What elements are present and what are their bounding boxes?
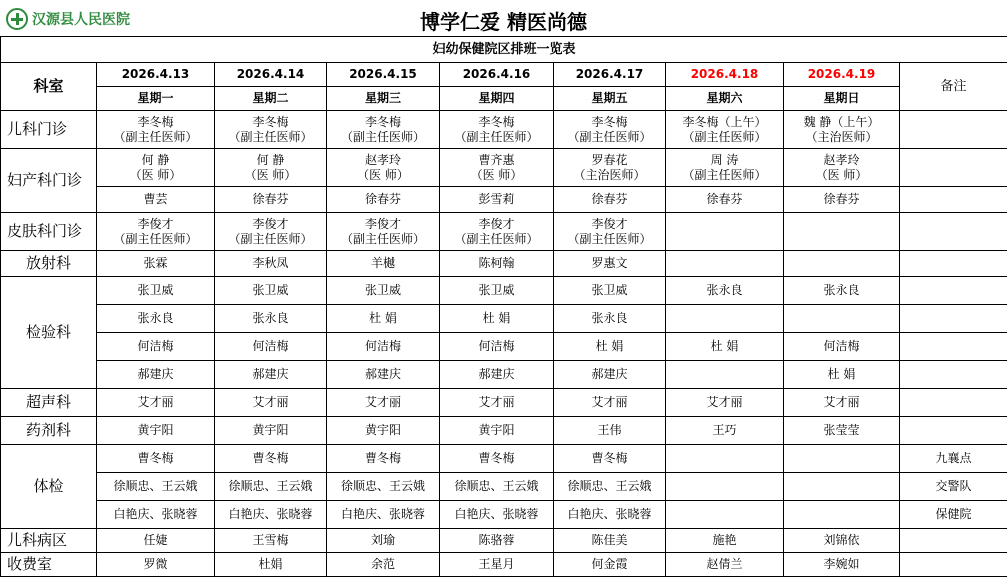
note-cell <box>900 529 1007 553</box>
duty-cell: 黄宇阳 <box>327 417 440 445</box>
duty-cell: 杜 娟 <box>554 333 666 361</box>
duty-cell: 何洁梅 <box>784 333 900 361</box>
weekday-header: 星期五 <box>554 87 666 111</box>
duty-cell: 白艳庆、张晓蓉 <box>440 501 554 529</box>
duty-cell: 郝建庆 <box>554 361 666 389</box>
cell-line: 罗春花 <box>591 152 628 167</box>
duty-cell: 张莹莹 <box>784 417 900 445</box>
duty-cell: 黄宇阳 <box>440 417 554 445</box>
duty-cell <box>784 149 900 187</box>
duty-cell: 张霖 <box>97 251 215 277</box>
duty-cell <box>784 111 900 149</box>
duty-cell: 罗惠文 <box>554 251 666 277</box>
duty-cell: 曹冬梅 <box>327 445 440 473</box>
duty-cell: 任婕 <box>97 529 215 553</box>
cell-line: 李冬梅 <box>591 114 628 129</box>
duty-cell: 张永良 <box>215 305 327 333</box>
duty-cell: 郝建庆 <box>97 361 215 389</box>
duty-cell: 何洁梅 <box>327 333 440 361</box>
dept-radiology: 放射科 <box>1 251 97 277</box>
duty-cell: 王雪梅 <box>215 529 327 553</box>
page-title: 博学仁爱 精医尚德 <box>420 10 587 34</box>
duty-cell: 张卫威 <box>440 277 554 305</box>
duty-cell <box>97 111 215 149</box>
duty-cell: 刘瑜 <box>327 529 440 553</box>
table-row <box>1 501 1007 529</box>
duty-cell: 何洁梅 <box>97 333 215 361</box>
note-cell <box>900 389 1007 417</box>
duty-cell: 徐春芬 <box>215 187 327 213</box>
duty-cell: 徐春芬 <box>327 187 440 213</box>
duty-cell <box>215 213 327 251</box>
dept-obgyn: 妇产科门诊 <box>1 149 97 213</box>
duty-cell: 何洁梅 <box>440 333 554 361</box>
cell-line: 李冬梅 <box>252 114 289 129</box>
duty-cell: 赵倩兰 <box>666 553 784 577</box>
duty-cell: 张卫威 <box>97 277 215 305</box>
duty-cell <box>215 111 327 149</box>
table-row <box>1 529 1007 553</box>
dept-dermatology: 皮肤科门诊 <box>1 213 97 251</box>
table-row <box>1 277 1007 305</box>
duty-cell: 张卫威 <box>215 277 327 305</box>
dept-header: 科室 <box>1 63 97 111</box>
note-cell <box>900 213 1007 251</box>
page-header <box>0 0 1007 40</box>
note-cell <box>900 333 1007 361</box>
table-row <box>1 445 1007 473</box>
duty-cell: 艾才丽 <box>327 389 440 417</box>
note-cell <box>900 111 1007 149</box>
cell-line: （医 师） <box>815 167 868 182</box>
duty-cell <box>327 149 440 187</box>
duty-cell: 何洁梅 <box>215 333 327 361</box>
duty-cell: 杜娟 <box>215 553 327 577</box>
dept-checkup: 体检 <box>1 445 97 529</box>
duty-cell: 白艳庆、张晓蓉 <box>554 501 666 529</box>
cell-line: （副主任医师） <box>228 231 313 246</box>
note-cell <box>900 417 1007 445</box>
table-row <box>1 389 1007 417</box>
duty-cell: 张永良 <box>784 277 900 305</box>
note-cell <box>900 187 1007 213</box>
cell-line: 赵孝玲 <box>823 152 860 167</box>
dept-pediatrics: 儿科门诊 <box>1 111 97 149</box>
duty-cell <box>784 251 900 277</box>
duty-cell: 艾才丽 <box>215 389 327 417</box>
table-row <box>1 553 1007 577</box>
date-header: 2026.4.19 <box>784 63 900 87</box>
table-row <box>1 111 1007 149</box>
duty-cell <box>327 213 440 251</box>
duty-cell: 艾才丽 <box>784 389 900 417</box>
duty-cell <box>97 149 215 187</box>
duty-cell: 何金霞 <box>554 553 666 577</box>
duty-cell: 艾才丽 <box>666 389 784 417</box>
duty-cell <box>784 473 900 501</box>
duty-cell: 艾才丽 <box>554 389 666 417</box>
duty-cell: 陈柯翰 <box>440 251 554 277</box>
duty-cell: 王巧 <box>666 417 784 445</box>
table-row <box>1 251 1007 277</box>
cell-line: 李冬梅 <box>478 114 515 129</box>
cell-line: 李俊才 <box>364 216 401 231</box>
duty-cell: 徐顺忠、王云娥 <box>215 473 327 501</box>
note-cell <box>900 553 1007 577</box>
duty-cell: 郝建庆 <box>440 361 554 389</box>
duty-cell: 杜 娟 <box>784 361 900 389</box>
cell-line: （主治医师） <box>805 129 878 144</box>
table-row <box>1 37 1007 63</box>
cell-line: （副主任医师） <box>567 129 652 144</box>
cell-line: （医 师） <box>129 167 182 182</box>
duty-cell: 徐春芬 <box>554 187 666 213</box>
dept-ped-ward: 儿科病区 <box>1 529 97 553</box>
cell-line: （医 师） <box>357 167 409 182</box>
duty-cell <box>666 213 784 251</box>
duty-cell: 杜 娟 <box>440 305 554 333</box>
duty-cell: 陈骆蓉 <box>440 529 554 553</box>
weekday-header: 星期日 <box>784 87 900 111</box>
duty-cell: 刘锦依 <box>784 529 900 553</box>
cell-line: 曹齐惠 <box>478 152 515 167</box>
table-row <box>1 417 1007 445</box>
cell-line: （主治医师） <box>573 167 646 182</box>
duty-cell: 徐春芬 <box>666 187 784 213</box>
table-row <box>1 361 1007 389</box>
duty-cell: 张永良 <box>554 305 666 333</box>
duty-cell: 张卫威 <box>327 277 440 305</box>
table-row <box>1 333 1007 361</box>
cell-line: （副主任医师） <box>113 231 198 246</box>
duty-cell <box>327 111 440 149</box>
note-cell <box>900 277 1007 305</box>
note-cell <box>900 149 1007 187</box>
duty-cell: 李婉如 <box>784 553 900 577</box>
duty-cell: 陈佳美 <box>554 529 666 553</box>
duty-cell <box>440 213 554 251</box>
duty-cell: 曹冬梅 <box>440 445 554 473</box>
duty-cell: 白艳庆、张晓蓉 <box>215 501 327 529</box>
duty-cell: 张永良 <box>666 277 784 305</box>
duty-cell <box>666 305 784 333</box>
cell-line: （医 师） <box>470 167 523 182</box>
duty-cell <box>784 305 900 333</box>
table-row <box>1 149 1007 187</box>
cell-line: 李俊才 <box>252 216 289 231</box>
cell-line: （副主任医师） <box>340 231 425 246</box>
cell-line: 李冬梅 <box>364 114 401 129</box>
duty-cell: 黄宇阳 <box>215 417 327 445</box>
cell-line: （副主任医师） <box>454 231 539 246</box>
table-row <box>1 473 1007 501</box>
table-row <box>1 213 1007 251</box>
duty-cell <box>440 111 554 149</box>
duty-cell <box>666 445 784 473</box>
dept-pharmacy: 药剂科 <box>1 417 97 445</box>
cell-line: （副主任医师） <box>340 129 425 144</box>
duty-cell: 曹芸 <box>97 187 215 213</box>
duty-cell: 白艳庆、张晓蓉 <box>97 501 215 529</box>
remark-header: 备注 <box>900 63 1007 111</box>
duty-cell: 曹冬梅 <box>554 445 666 473</box>
weekday-header: 星期六 <box>666 87 784 111</box>
duty-cell <box>97 213 215 251</box>
duty-cell: 余范 <box>327 553 440 577</box>
cell-line: （副主任医师） <box>113 129 198 144</box>
date-header: 2026.4.17 <box>554 63 666 87</box>
duty-cell: 张卫威 <box>554 277 666 305</box>
weekday-header: 星期二 <box>215 87 327 111</box>
cell-line: 李俊才 <box>137 216 174 231</box>
duty-cell: 曹冬梅 <box>97 445 215 473</box>
duty-cell: 艾才丽 <box>440 389 554 417</box>
duty-cell <box>554 213 666 251</box>
duty-cell <box>784 445 900 473</box>
cell-line: 李冬梅（上午） <box>682 114 767 129</box>
date-header: 2026.4.14 <box>215 63 327 87</box>
table-row <box>1 87 1007 111</box>
note-cell <box>900 361 1007 389</box>
cell-line: 何 静 <box>256 152 285 167</box>
duty-cell: 彭雪莉 <box>440 187 554 213</box>
cell-line: （医 师） <box>244 167 297 182</box>
duty-cell: 徐顺忠、王云娥 <box>327 473 440 501</box>
schedule-table <box>0 36 1007 577</box>
duty-cell: 曹冬梅 <box>215 445 327 473</box>
duty-cell <box>440 149 554 187</box>
duty-cell: 王星月 <box>440 553 554 577</box>
cell-line: 李俊才 <box>591 216 628 231</box>
duty-cell: 张永良 <box>97 305 215 333</box>
duty-cell: 李秋凤 <box>215 251 327 277</box>
date-header: 2026.4.13 <box>97 63 215 87</box>
cell-line: （副主任医师） <box>682 167 767 182</box>
note-cell: 保健院 <box>900 501 1007 529</box>
duty-cell: 黄宇阳 <box>97 417 215 445</box>
weekday-header: 星期四 <box>440 87 554 111</box>
note-cell: 交警队 <box>900 473 1007 501</box>
duty-cell <box>666 361 784 389</box>
duty-cell: 罗微 <box>97 553 215 577</box>
cell-line: （副主任医师） <box>228 129 313 144</box>
duty-cell: 杜 娟 <box>666 333 784 361</box>
table-row <box>1 63 1007 87</box>
duty-cell: 徐顺忠、王云娥 <box>97 473 215 501</box>
duty-cell <box>666 501 784 529</box>
duty-cell <box>784 213 900 251</box>
dept-ultrasound: 超声科 <box>1 389 97 417</box>
cell-line: （副主任医师） <box>682 129 767 144</box>
duty-cell <box>554 111 666 149</box>
note-cell: 九襄点 <box>900 445 1007 473</box>
dept-cashier: 收费室 <box>1 553 97 577</box>
cell-line: 周 涛 <box>710 152 739 167</box>
duty-cell <box>666 111 784 149</box>
cell-line: 李俊才 <box>478 216 515 231</box>
duty-cell: 白艳庆、张晓蓉 <box>327 501 440 529</box>
cell-line: （副主任医师） <box>454 129 539 144</box>
note-cell <box>900 251 1007 277</box>
duty-cell: 徐春芬 <box>784 187 900 213</box>
cell-line: 李冬梅 <box>137 114 174 129</box>
duty-cell: 施艳 <box>666 529 784 553</box>
duty-cell <box>784 501 900 529</box>
duty-cell: 郝建庆 <box>327 361 440 389</box>
table-row <box>1 187 1007 213</box>
cell-line: 魏 静（上午） <box>803 114 880 129</box>
date-header: 2026.4.15 <box>327 63 440 87</box>
duty-cell: 徐顺忠、王云娥 <box>554 473 666 501</box>
weekday-header: 星期三 <box>327 87 440 111</box>
cell-line: 何 静 <box>141 152 170 167</box>
duty-cell: 艾才丽 <box>97 389 215 417</box>
cell-line: （副主任医师） <box>567 231 652 246</box>
weekday-header: 星期一 <box>97 87 215 111</box>
hospital-name: 汉源县人民医院 <box>32 12 130 28</box>
duty-cell: 羊樾 <box>327 251 440 277</box>
duty-cell: 郝建庆 <box>215 361 327 389</box>
date-header: 2026.4.16 <box>440 63 554 87</box>
dept-lab: 检验科 <box>1 277 97 389</box>
cell-line: 赵孝玲 <box>364 152 401 167</box>
duty-cell: 徐顺忠、王云娥 <box>440 473 554 501</box>
duty-cell <box>215 149 327 187</box>
schedule-subtitle: 妇幼保健院区排班一览表 <box>1 37 1007 63</box>
duty-cell <box>666 473 784 501</box>
duty-cell <box>554 149 666 187</box>
table-row <box>1 305 1007 333</box>
duty-cell: 王伟 <box>554 417 666 445</box>
duty-cell <box>666 149 784 187</box>
note-cell <box>900 305 1007 333</box>
date-header: 2026.4.18 <box>666 63 784 87</box>
duty-cell: 杜 娟 <box>327 305 440 333</box>
duty-cell <box>666 251 784 277</box>
